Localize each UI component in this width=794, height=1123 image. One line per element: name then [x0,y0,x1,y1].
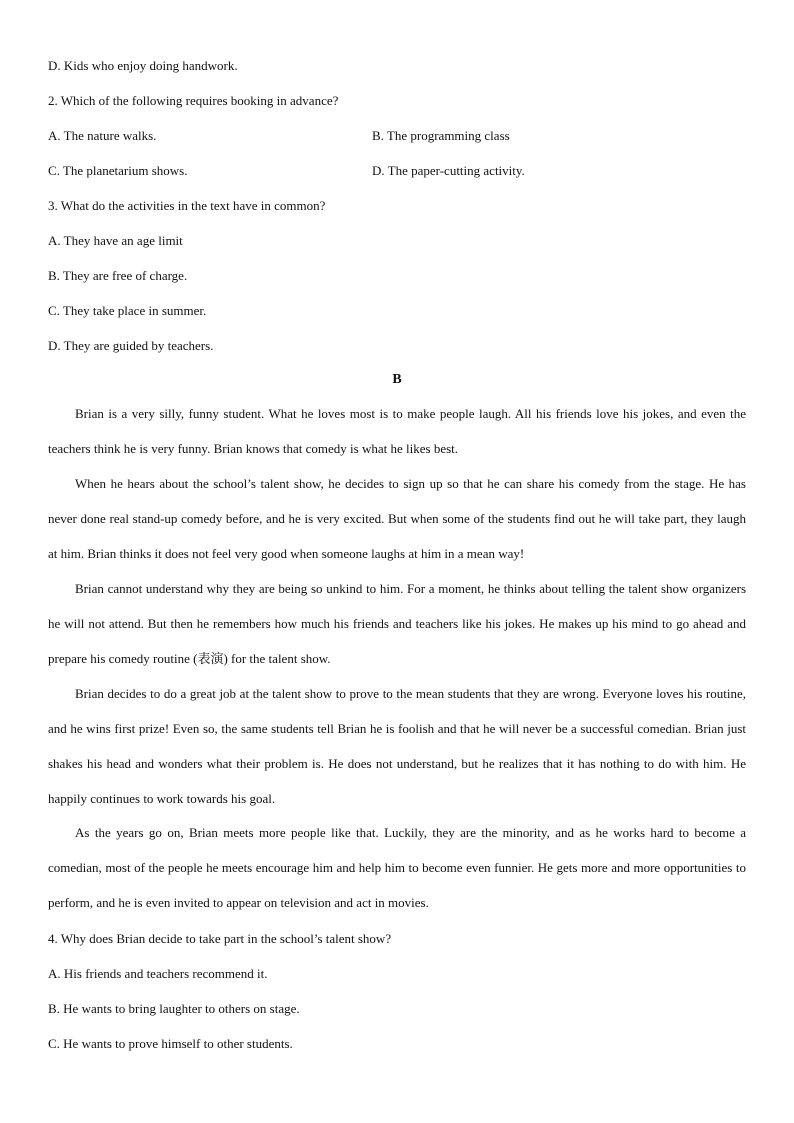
q3-stem: 3. What do the activities in the text have in common? [48,198,326,213]
q4-option-c: C. He wants to prove himself to other students. [48,1036,293,1051]
q2-stem: 2. Which of the following requires booking in advance? [48,93,339,108]
q3-option-b: B. They are free of charge. [48,268,188,283]
q3-option-c: C. They take place in summer. [48,303,207,318]
passage-paragraph-1: Brian is a very silly, funny student. What he loves most is to make people laugh. All his friends love his jokes, and even the teachers think he is very funny. Brian knows that comedy is what he likes best. [48,406,746,456]
passage-paragraph-4: Brian decides to do a great job at the talent show to prove to the mean students that they are wrong. Everyone loves his routine, and he wins first prize! Even so, the same students tell Brian he is foolish and that he will never be a successful comedian. Brian just shakes his head and wonders what their problem is. He does not understand, but he realizes that it has nothing to do with him. He happily continues to work towards his goal. [48,686,746,806]
q4-option-b: B. He wants to bring laughter to others on stage. [48,1001,300,1016]
q2-option-c: C. The planetarium shows. [48,163,188,178]
passage-paragraph-3: Brian cannot understand why they are being so unkind to him. For a moment, he thinks about telling the talent show organizers he will not attend. But then he remembers how much his friends and teachers like his jokes. He makes up his mind to go ahead and prepare his comedy routine (表演) for the talent show. [48,581,746,666]
q3-option-a: A. They have an age limit [48,233,183,248]
q1-option-d: D. Kids who enjoy doing handwork. [48,58,238,73]
q4-option-a: A. His friends and teachers recommend it. [48,966,268,981]
passage-paragraph-5: As the years go on, Brian meets more people like that. Luckily, they are the minority, and as he works hard to become a comedian, most of the people he meets encourage him and help him to become even funnier. He gets more and more opportunities to perform, and he is even invited to appear on television and act in movies. [48,825,746,910]
section-heading: B [392,372,402,387]
q4-stem: 4. Why does Brian decide to take part in the school’s talent show? [48,931,392,946]
q2-option-a: A. The nature walks. [48,128,157,143]
q3-option-d: D. They are guided by teachers. [48,338,214,353]
passage-paragraph-2: When he hears about the school’s talent show, he decides to sign up so that he can share his comedy from the stage. He has never done real stand-up comedy before, and he is very excited. But when some of the students find out he will take part, they laugh at him. Brian thinks it does not feel very good when someone laughs at him in a mean way! [48,476,746,561]
q2-option-b: B. The programming class [372,128,510,143]
q2-option-d: D. The paper-cutting activity. [372,163,525,178]
